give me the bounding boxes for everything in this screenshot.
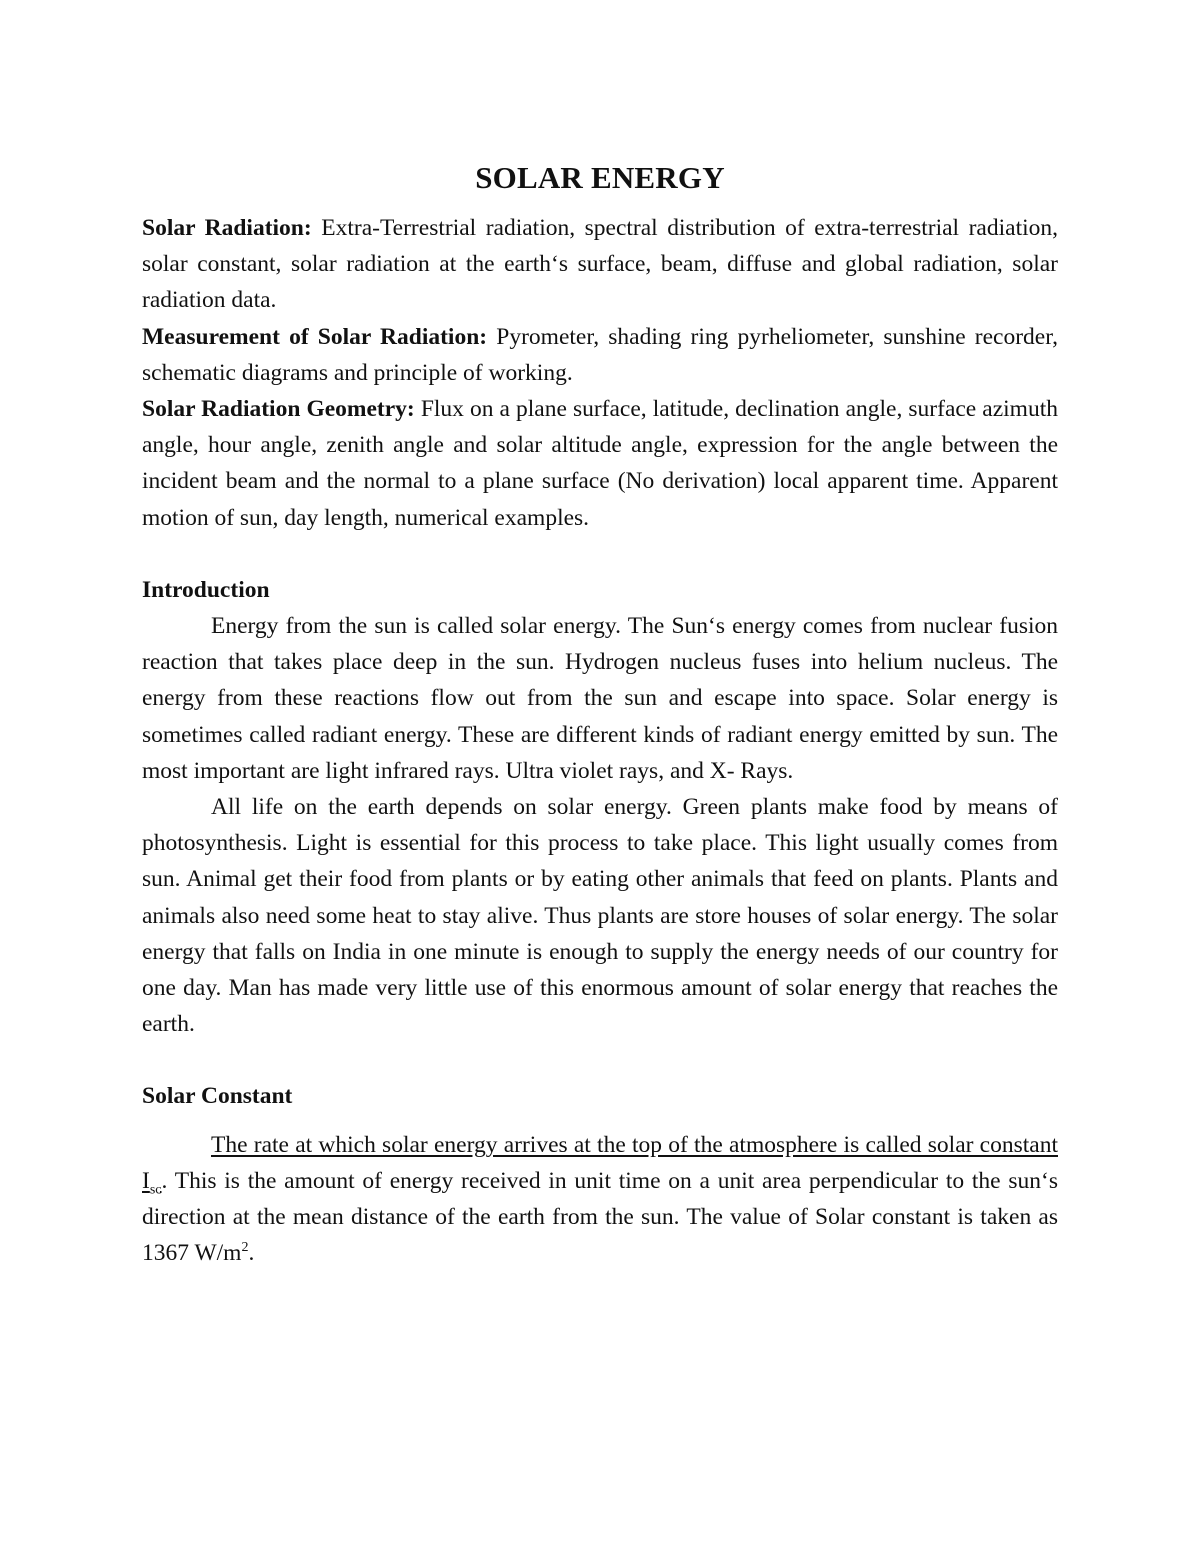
unit-superscript: 2: [241, 1240, 249, 1256]
introduction-paragraph-1: Energy from the sun is called solar energy. The Sun‘s energy comes from nuclear fusion reaction that takes place deep in the sun. Hydrogen nucleus fuses into helium nucleus. The energy from these reactions flow out from the sun and escape into space. Solar energy is sometimes called radiant energy. These are different kinds of radiant energy emitted by sun. The most important are light infrared rays. Ultra violet rays, and X- Rays.: [142, 613, 1058, 784]
syllabus-text: Extra-Terrestrial radiation, spectral distribution of extra-terrestrial radiation, solar constant, solar radiation at the earth‘s surface, beam, diffuse and global radiation, solar radiation data.: [142, 215, 1058, 314]
syllabus-heading: Solar Radiation Geometry:: [142, 396, 415, 423]
syllabus-geometry: [142, 391, 1058, 536]
solar-constant-explanation: . This is the amount of energy received in unit time on a unit area perpendicular to the sun‘s direction at the mean distance of the earth from the sun. The value of Solar constant is taken as 1367 W/m: [142, 1167, 1058, 1267]
solar-constant-heading: Solar Constant: [142, 1083, 293, 1110]
document-page: [142, 158, 1058, 1271]
syllabus-measurement: [142, 319, 1058, 391]
document-title: SOLAR ENERGY: [475, 160, 725, 195]
definition-text: The rate at which solar energy arrives at the top of the atmosphere is called solar constant I: [142, 1131, 1058, 1194]
sc-subscript: sc: [149, 1182, 162, 1198]
solar-constant-paragraph: [142, 1127, 1058, 1272]
syllabus-text: Flux on a plane surface, latitude, declination angle, surface azimuth angle, hour angle, zenith angle and solar altitude angle, expression for the angle between the incident beam and the normal to a plane surface (No derivation) local apparent time. Apparent motion of sun, day length, numerical examples.: [142, 396, 1058, 531]
sentence-end: .: [248, 1240, 255, 1267]
syllabus-text: Pyrometer, shading ring pyrheliometer, sunshine recorder, schematic diagrams and principle of working.: [142, 323, 1058, 386]
syllabus-heading: Solar Radiation:: [142, 215, 312, 241]
introduction-paragraph-2: All life on the earth depends on solar energy. Green plants make food by means of photosynthesis. Light is essential for this process to take place. This light usually comes from sun. Animal get their food from plants or by eating other animals that feed on plants. Plants and animals also need some heat to stay alive. Thus plants are store houses of solar energy. The solar energy that falls on India in one minute is enough to supply the energy needs of our country for one day. Man has made very little use of this enormous amount of solar energy that reaches the earth.: [142, 794, 1058, 1038]
syllabus-heading: Measurement of Solar Radiation:: [142, 323, 488, 350]
syllabus-solar-radiation: [142, 210, 1058, 319]
introduction-heading: Introduction: [142, 576, 270, 603]
